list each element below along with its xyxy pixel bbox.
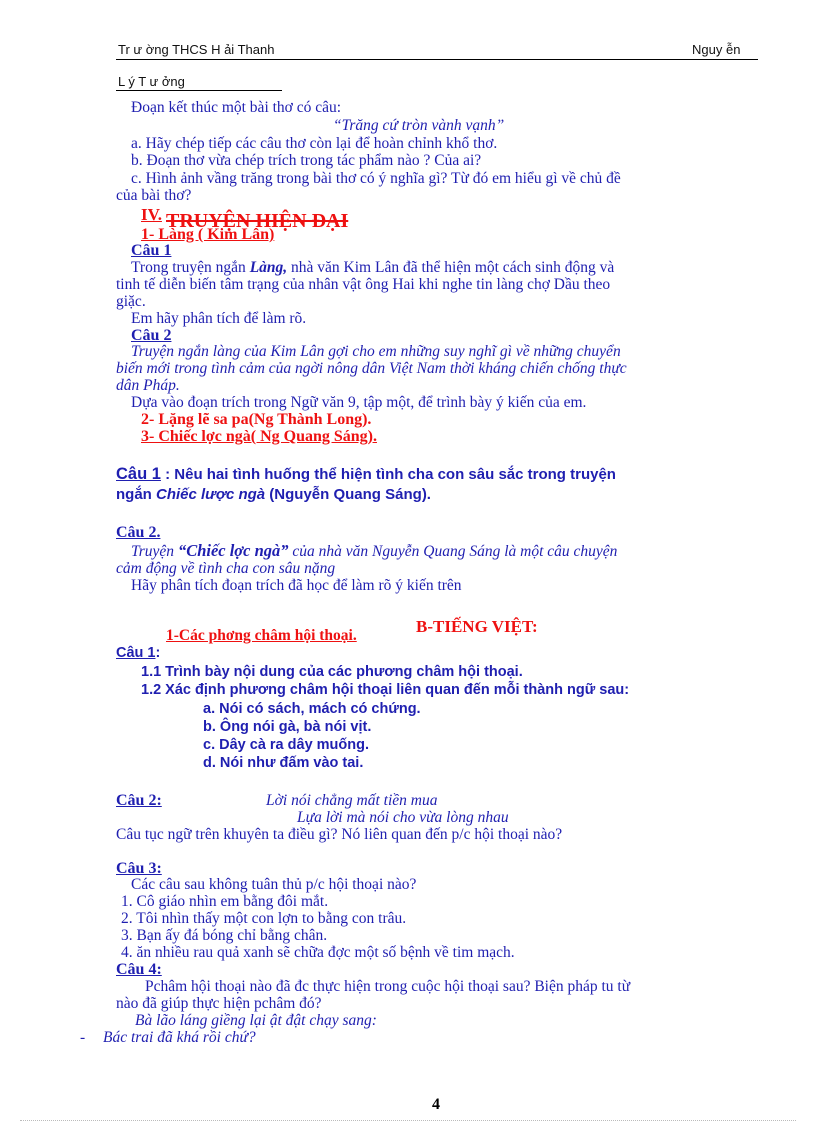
cln-q1-pre: ngắn [116, 486, 156, 503]
pc-q3-item-1: 1. Cô giáo nhìn em bằng đôi mắt. [121, 893, 329, 910]
lang-q1-line1 [131, 260, 614, 276]
lang-q1-line2: tinh tế diễn biến tâm trạng của nhân vật ông Hai khi nghe tin làng chợ Dầu theo [116, 276, 611, 293]
pc-q2-verse1: Lời nói chẳng mất tiền mua [266, 792, 438, 809]
cln-q2-line2: cảm động về tình cha con sâu nặng [116, 560, 336, 577]
pc-q4-line1: Pchâm hội thoại nào đã đc thực hiện trong cuộc hội thoại sau? Biện pháp tu từ [145, 978, 631, 995]
poem-question-c-cont: của bài thơ? [116, 187, 192, 204]
pc-q1-2: 1.2 Xác định phương châm hội thoại liên quan đến mỗi thành ngữ sau: [141, 682, 630, 698]
lang-q2-line2: biến mới trong tình cảm của ngời nông dân Việt Nam thời kháng chiến chống thực [116, 360, 627, 377]
pc-q3-intro: Các câu sau không tuân thủ p/c hội thoại nào? [131, 876, 417, 893]
cln-q2-label: Câu 2. [116, 524, 161, 541]
pc-q4-label: Câu 4: [116, 961, 162, 978]
pc-q1-label: Câu 1 [116, 645, 156, 661]
cln-q1-title: Chiếc lược ngà [156, 486, 266, 503]
pc-q3-item-2: 2. Tôi nhìn thấy một con lợn to bằng con trâu. [121, 910, 407, 927]
poem-intro: Đoạn kết thúc một bài thơ có câu: [131, 99, 342, 116]
cln-q1-post: (Nguyễn Quang Sáng). [265, 486, 431, 503]
header-rule-short [116, 90, 282, 91]
pc-q4-line4: Bác trai đã khá rồi chứ? [103, 1029, 256, 1046]
story-lang-le-sa-pa: 2- Lặng lẽ sa pa(Ng Thành Long). [141, 411, 372, 428]
header-school: Tr ư ờng THCS H ải Thanh [118, 42, 275, 57]
page-number: 4 [432, 1096, 440, 1113]
pc-q1-heading [116, 645, 160, 661]
pc-q1-item-a: a. Nói có sách, mách có chứng. [203, 701, 421, 717]
cln-q2-line3: Hãy phân tích đoạn trích đã học để làm rõ ý kiến trên [131, 577, 462, 594]
pc-q1-item-c: c. Dây cà ra dây muống. [203, 737, 370, 753]
cln-q2-pre: Truyện [131, 543, 178, 560]
pc-q2-question: Câu tục ngữ trên khuyên ta điều gì? Nó liên quan đến p/c hội thoại nào? [116, 826, 563, 843]
lang-q1-pre: Trong truyện ngắn [131, 259, 250, 276]
lang-q2-label: Câu 2 [131, 327, 172, 344]
lang-q1-line4: Em hãy phân tích để làm rõ. [131, 310, 307, 327]
header-rule [116, 59, 758, 60]
cln-q1-text: : Nêu hai tình huống thể hiện tình cha con sâu sắc trong truyện [160, 466, 616, 483]
pc-q2-label: Câu 2: [116, 792, 162, 809]
lang-q1-title: Làng, [249, 259, 288, 276]
pc-q4-line2: nào đã giúp thực hiện pchâm đó? [116, 995, 322, 1012]
poem-question-c: c. Hình ảnh vầng trăng trong bài thơ có ý nghĩa gì? Từ đó em hiểu gì về chủ đề [131, 170, 621, 187]
section-roman: IV. [141, 205, 162, 224]
lang-q2-line1: Truyện ngắn làng của Kim Lân gợi cho em những suy nghĩ gì về những chuyển [131, 343, 621, 360]
header-author-rest: L ý T ư ởng [118, 74, 185, 89]
header-author: Nguy ễn [692, 42, 741, 57]
pc-q3-item-4: 4. ăn nhiều rau quả xanh sẽ chữa đợc một số bệnh về tim mạch. [121, 944, 515, 961]
story-lang-title: 1- Làng ( Kim Lân) [141, 226, 275, 243]
pc-q2-verse2: Lựa lời mà nói cho vừa lòng nhau [297, 809, 509, 826]
partb-title: B-TIẾNG VIỆT: [416, 617, 538, 636]
pc-q1-1: 1.1 Trình bày nội dung của các phương châm hội thoại. [141, 664, 523, 680]
lang-q2-line3: dân Pháp. [116, 377, 180, 394]
cln-q1-line1 [116, 465, 616, 484]
cln-q2-title: “Chiếc lợc ngà” [177, 541, 289, 560]
lang-q1-label: Câu 1 [131, 242, 172, 259]
cln-q2-post: của nhà văn Nguyễn Quang Sáng là một câu chuyện [288, 543, 618, 560]
poem-question-a: a. Hãy chép tiếp các câu thơ còn lại để hoàn chỉnh khổ thơ. [131, 135, 498, 152]
poem-quote: “Trăng cứ tròn vành vạnh” [333, 117, 505, 134]
poem-question-b: b. Đoạn thơ vừa chép trích trong tác phẩm nào ? Của ai? [131, 152, 482, 169]
story-chiec-luoc-nga: 3- Chiếc lợc ngà( Ng Quang Sáng). [141, 428, 377, 445]
page-bottom-border [20, 1120, 796, 1121]
lang-q2-line4: Dựa vào đoạn trích trong Ngữ văn 9, tập một, để trình bày ý kiến của em. [131, 394, 587, 411]
pc-q4-dash: - [80, 1029, 86, 1046]
pc-q1-colon: : [155, 645, 161, 661]
pc-q4-line3: Bà lão láng giềng lại ật đật chạy sang: [135, 1012, 377, 1029]
pc-q1-item-d: d. Nói như đấm vào tai. [203, 755, 364, 771]
pc-q3-item-3: 3. Bạn ấy đá bóng chỉ bằng chân. [121, 927, 328, 944]
pc-q3-label: Câu 3: [116, 860, 162, 877]
cln-q2-line1 [131, 543, 617, 560]
cln-q1-line2 [116, 486, 431, 503]
partb-sub-title: 1-Các phơng châm hội thoại. [166, 627, 357, 644]
pc-q1-item-b: b. Ông nói gà, bà nói vịt. [203, 719, 372, 735]
cln-q1-label: Câu 1 [116, 465, 161, 483]
lang-q1-line3: giặc. [116, 293, 146, 310]
section-title: TRUYỆN HIỆN ĐẠI [166, 210, 349, 232]
lang-q1-post: nhà văn Kim Lân đã thể hiện một cách sinh động và [287, 259, 615, 276]
